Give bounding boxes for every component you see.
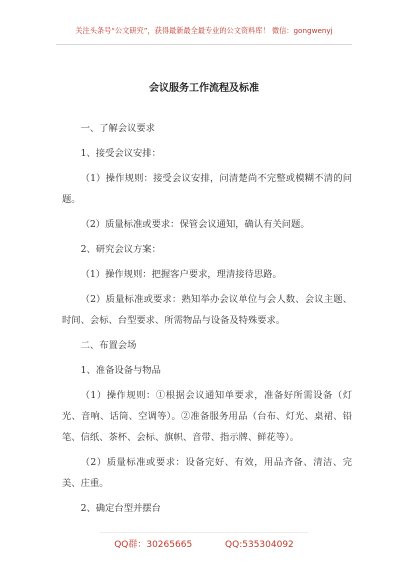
document-title: 会议服务工作流程及标准 bbox=[149, 83, 259, 94]
section-heading: 一、了解会议要求 bbox=[80, 123, 155, 134]
paragraph: （2）质量标准或要求：保管会议通知，确认有关问题。 bbox=[80, 219, 310, 230]
header-note: 关注头条号“公文研究”，获得最新最全最专业的公文资料库！ 微信：gongwenyj bbox=[75, 26, 333, 35]
paragraph: （1）操作规则：接受会议安排，问清楚尚不完整或模糊不清的问题。 bbox=[62, 173, 352, 205]
section-heading: 二、布置会场 bbox=[80, 340, 137, 351]
paragraph: （1）操作规则：把握客户要求，理清接待思路。 bbox=[80, 269, 282, 280]
paragraph: （1）操作规则：①根据会议通知单要求，准备好所需设备（灯光、音响、话筒、空调等）。②准备服务用品（台布、灯光、桌裙、铅笔、信纸、茶杯、会标、旗帜、音带、指示牌、鲜花等）。 bbox=[62, 390, 352, 443]
paragraph: （2）质量标准或要求：设备完好、有效，用品齐备、清洁、完美、庄重。 bbox=[62, 457, 352, 489]
document-body bbox=[62, 118, 352, 523]
header-divider bbox=[56, 44, 352, 45]
subsection-heading: 2、研究会议方案： bbox=[80, 244, 161, 255]
footer bbox=[0, 537, 408, 550]
footer-qq: QQ:535304092 bbox=[225, 540, 294, 550]
paragraph: （2）质量标准或要求：熟知举办会议单位与会人数、会议主题、时间、会标、台型要求、所需物品与设备及特殊要求。 bbox=[62, 294, 352, 326]
footer-qq-group: QQ群：30265665 bbox=[114, 540, 193, 550]
subsection-heading: 1、接受会议安排： bbox=[80, 148, 161, 159]
subsection-heading: 1、准备设备与物品 bbox=[80, 365, 161, 376]
footer-divider bbox=[100, 532, 308, 533]
subsection-heading: 2、确定台型并摆台 bbox=[80, 503, 161, 514]
